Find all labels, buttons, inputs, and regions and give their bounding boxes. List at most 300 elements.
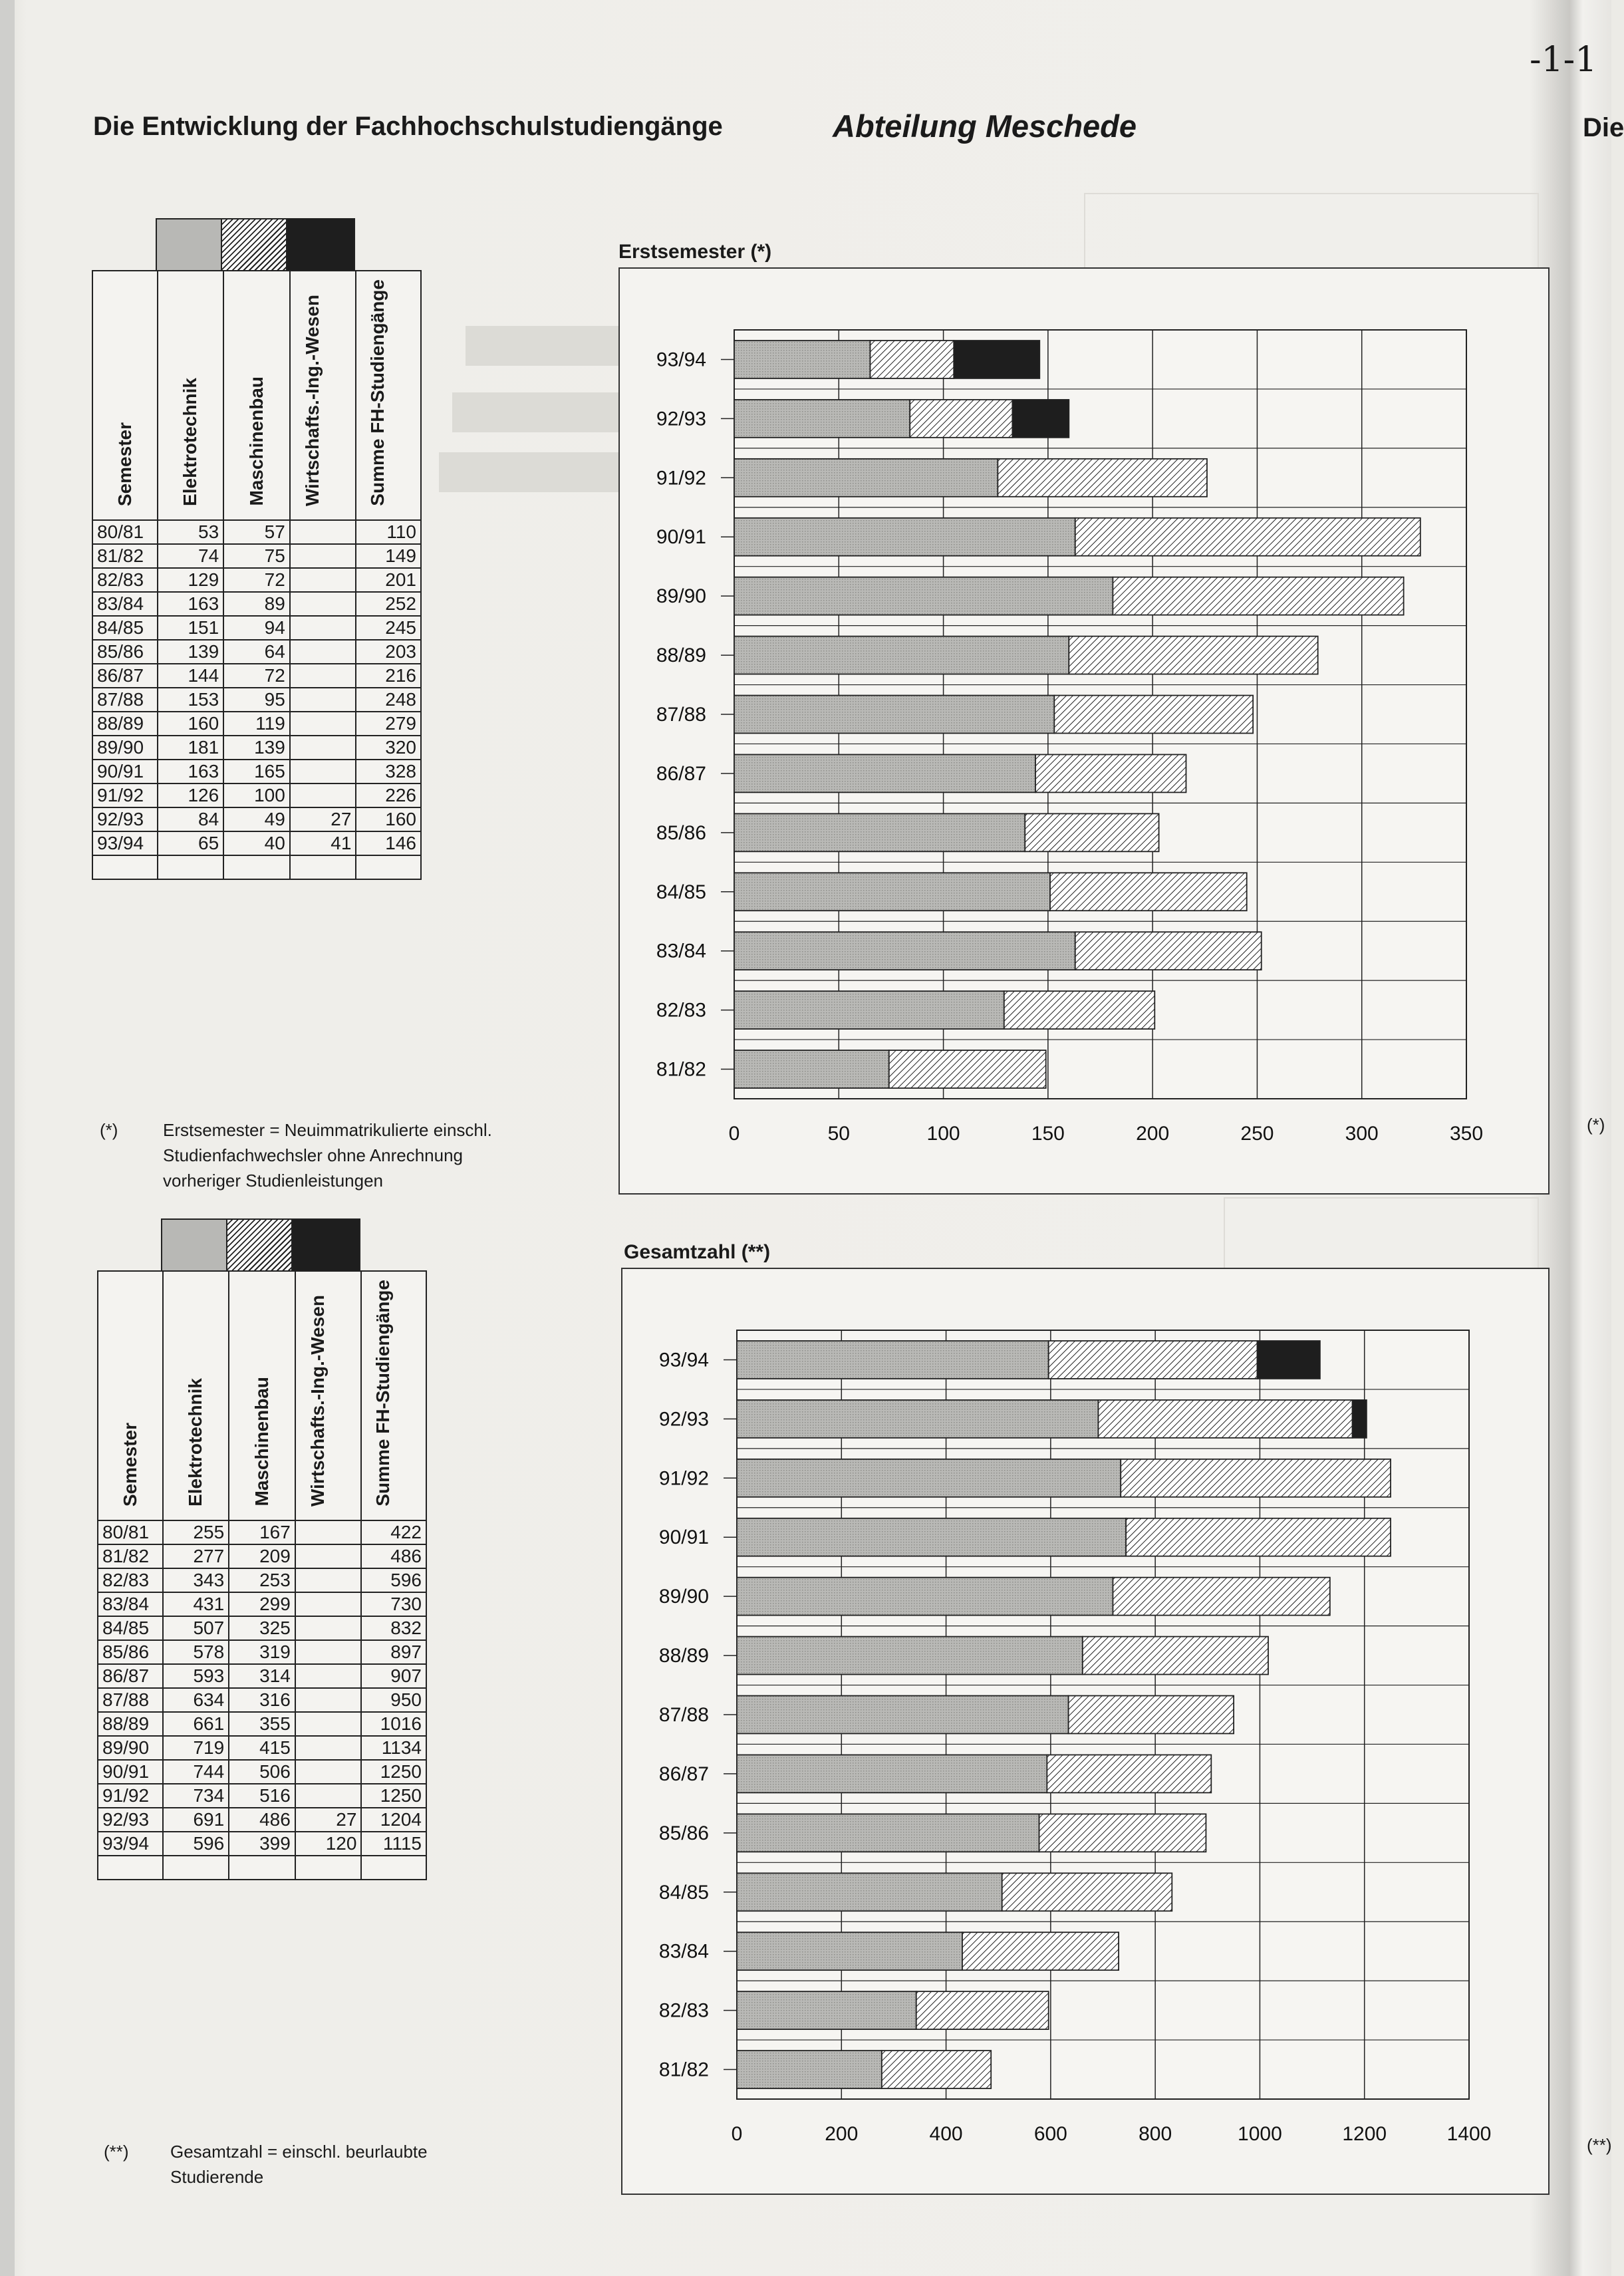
value-cell: 422: [361, 1520, 426, 1544]
table-row: [92, 640, 421, 664]
header-maschinenbau: Maschinenbau: [251, 1377, 272, 1506]
x-tick-label: 400: [929, 2123, 963, 2145]
value-cell: [295, 1664, 362, 1688]
y-category-label: 83/84: [656, 940, 706, 962]
bar-elektrotechnik: [737, 1637, 1083, 1675]
value-cell: [295, 1640, 362, 1664]
value-cell: 41: [290, 831, 356, 855]
semester-cell: 92/93: [98, 1808, 163, 1832]
semester-cell: 90/91: [92, 760, 158, 783]
y-category-label: 93/94: [656, 349, 706, 371]
y-category-label: 88/89: [656, 644, 706, 667]
x-tick-label: 100: [926, 1123, 960, 1145]
table-row: [98, 1784, 426, 1808]
table-row: [92, 712, 421, 736]
semester-cell: 89/90: [98, 1736, 163, 1760]
bar-elektrotechnik: [737, 1578, 1113, 1616]
semester-cell: 81/82: [92, 544, 158, 568]
value-cell: [295, 1736, 362, 1760]
value-cell: 129: [158, 568, 224, 592]
x-tick-label: 800: [1139, 2123, 1172, 2145]
bar-elektrotechnik: [734, 991, 1004, 1029]
value-cell: 245: [356, 616, 421, 640]
semester-cell: 88/89: [92, 712, 158, 736]
legend-swatch-maschinenbau: [221, 218, 287, 271]
footnote-line: Studienfachwechsler ohne Anrechnung: [163, 1145, 463, 1165]
y-category-label: 90/91: [656, 526, 706, 549]
value-cell: 907: [361, 1664, 426, 1688]
y-category-label: 85/86: [656, 821, 706, 844]
value-cell: 119: [223, 712, 290, 736]
x-tick-label: 200: [1136, 1123, 1170, 1145]
value-cell: [290, 544, 356, 568]
value-cell: 110: [356, 520, 421, 544]
chart-title-gesamtzahl: Gesamtzahl (**): [624, 1241, 771, 1263]
bar-maschinenbau: [1126, 1518, 1391, 1556]
value-cell: 277: [163, 1544, 229, 1568]
value-cell: 65: [158, 831, 224, 855]
value-cell: [290, 664, 356, 688]
bar-maschinenbau: [1121, 1459, 1391, 1497]
y-category-label: 92/93: [658, 1408, 709, 1431]
value-cell: 163: [158, 592, 224, 616]
value-cell: [290, 760, 356, 783]
value-cell: 120: [295, 1832, 362, 1856]
value-cell: 252: [356, 592, 421, 616]
bar-elektrotechnik: [737, 1341, 1049, 1379]
table-row: [98, 1640, 426, 1664]
value-cell: 1204: [361, 1808, 426, 1832]
y-category-label: 90/91: [658, 1526, 709, 1549]
y-category-label: 84/85: [656, 881, 706, 903]
table-row: [98, 1616, 426, 1640]
value-cell: [290, 520, 356, 544]
x-tick-label: 1000: [1238, 2123, 1282, 2145]
bar-maschinenbau: [1004, 991, 1154, 1029]
gesamtzahl-table-body: [98, 1520, 426, 1856]
header-elektrotechnik: Elektrotechnik: [185, 1377, 206, 1506]
bar-wirtschaft: [1353, 1400, 1367, 1438]
semester-cell: 84/85: [92, 616, 158, 640]
bar-maschinenbau: [1069, 1696, 1234, 1734]
table-row: [98, 1760, 426, 1784]
bar-maschinenbau: [998, 459, 1207, 497]
value-cell: 1250: [361, 1760, 426, 1784]
value-cell: 139: [158, 640, 224, 664]
value-cell: 507: [163, 1616, 229, 1640]
table-row: [92, 664, 421, 688]
semester-cell: 80/81: [92, 520, 158, 544]
value-cell: 1115: [361, 1832, 426, 1856]
value-cell: 399: [229, 1832, 295, 1856]
value-cell: 203: [356, 640, 421, 664]
value-cell: [295, 1688, 362, 1712]
bar-elektrotechnik: [734, 696, 1054, 734]
footnote-mark: (*): [100, 1120, 118, 1140]
bar-elektrotechnik: [737, 1814, 1039, 1852]
value-cell: 89: [223, 592, 290, 616]
value-cell: [295, 1760, 362, 1784]
semester-cell: 84/85: [98, 1616, 163, 1640]
semester-cell: 89/90: [92, 736, 158, 760]
bar-wirtschaft: [1257, 1341, 1319, 1379]
value-cell: 100: [223, 783, 290, 807]
value-cell: 94: [223, 616, 290, 640]
bar-elektrotechnik: [737, 1755, 1047, 1792]
bar-elektrotechnik: [737, 1696, 1069, 1734]
value-cell: 57: [223, 520, 290, 544]
value-cell: [290, 568, 356, 592]
value-cell: 506: [229, 1760, 295, 1784]
x-tick-label: 150: [1031, 1123, 1065, 1145]
x-tick-label: 600: [1033, 2123, 1067, 2145]
value-cell: [295, 1616, 362, 1640]
value-cell: [295, 1520, 362, 1544]
legend-swatch-elektrotechnik: [161, 1218, 227, 1272]
value-cell: 53: [158, 520, 224, 544]
table-row: [98, 1688, 426, 1712]
bleed-through-ghost: [439, 452, 618, 492]
header-wirtschafts-ing: Wirtschafts.-Ing.-Wesen: [307, 1294, 328, 1506]
x-tick-label: 1400: [1446, 2123, 1492, 2145]
value-cell: 1134: [361, 1736, 426, 1760]
right-edge-footnote-mark: (**): [1587, 2135, 1612, 2155]
y-category-label: 89/90: [658, 1586, 709, 1608]
y-category-label: 85/86: [658, 1822, 709, 1844]
header-summe: Summe FH-Studiengänge: [372, 1280, 394, 1506]
value-cell: 486: [361, 1544, 426, 1568]
value-cell: [295, 1712, 362, 1736]
value-cell: 314: [229, 1664, 295, 1688]
value-cell: [290, 736, 356, 760]
semester-cell: 85/86: [98, 1640, 163, 1664]
value-cell: 209: [229, 1544, 295, 1568]
value-cell: 160: [158, 712, 224, 736]
header-summe: Summe FH-Studiengänge: [367, 279, 388, 506]
value-cell: 181: [158, 736, 224, 760]
bar-elektrotechnik: [734, 577, 1113, 615]
y-category-label: 92/93: [656, 408, 706, 430]
bar-maschinenbau: [1047, 1755, 1211, 1792]
table-row: [98, 1568, 426, 1592]
legend-swatch-maschinenbau: [226, 1218, 293, 1272]
value-cell: [295, 1592, 362, 1616]
bar-elektrotechnik: [734, 637, 1069, 674]
semester-cell: 92/93: [92, 807, 158, 831]
value-cell: [290, 640, 356, 664]
x-tick-label: 0: [731, 2123, 743, 2145]
value-cell: 95: [223, 688, 290, 712]
value-cell: 167: [229, 1520, 295, 1544]
y-category-label: 91/92: [656, 467, 706, 490]
value-cell: [290, 616, 356, 640]
semester-cell: 83/84: [92, 592, 158, 616]
bar-elektrotechnik: [734, 400, 910, 438]
y-category-label: 87/88: [658, 1704, 709, 1726]
bar-elektrotechnik: [737, 1459, 1121, 1497]
value-cell: [290, 688, 356, 712]
value-cell: 253: [229, 1568, 295, 1592]
bar-elektrotechnik: [734, 341, 870, 378]
y-category-label: 88/89: [658, 1645, 709, 1667]
value-cell: [295, 1568, 362, 1592]
x-tick-label: 250: [1240, 1123, 1274, 1145]
value-cell: 719: [163, 1736, 229, 1760]
y-category-label: 87/88: [656, 704, 706, 726]
value-cell: 355: [229, 1712, 295, 1736]
y-category-label: 82/83: [658, 1999, 709, 2022]
value-cell: 897: [361, 1640, 426, 1664]
value-cell: 75: [223, 544, 290, 568]
bar-elektrotechnik: [734, 932, 1075, 970]
table-row: [98, 1712, 426, 1736]
bar-maschinenbau: [870, 341, 954, 378]
bar-elektrotechnik: [734, 754, 1035, 792]
semester-cell: 93/94: [92, 831, 158, 855]
semester-cell: 91/92: [98, 1784, 163, 1808]
value-cell: 832: [361, 1616, 426, 1640]
page-title: Die Entwicklung der Fachhochschulstudiengänge: [93, 112, 723, 141]
value-cell: 165: [223, 760, 290, 783]
value-cell: 325: [229, 1616, 295, 1640]
bar-maschinenbau: [1069, 637, 1317, 674]
x-tick-label: 200: [825, 2123, 859, 2145]
value-cell: 1250: [361, 1784, 426, 1808]
table-row: [98, 1736, 426, 1760]
semester-cell: 82/83: [98, 1568, 163, 1592]
erstsemester-table: [92, 270, 422, 880]
semester-cell: 91/92: [92, 783, 158, 807]
bar-elektrotechnik: [734, 813, 1025, 851]
handwritten-page-mark: -1-1: [1530, 40, 1597, 80]
gesamtzahl-chart: [621, 1268, 1550, 2194]
footnote-gesamtzahl: [104, 2139, 569, 2190]
bar-elektrotechnik: [737, 1873, 1002, 1911]
bar-maschinenbau: [916, 1991, 1049, 2029]
value-cell: 299: [229, 1592, 295, 1616]
value-cell: 516: [229, 1784, 295, 1808]
table-empty-row: [98, 1856, 426, 1880]
bar-elektrotechnik: [734, 459, 998, 497]
value-cell: 64: [223, 640, 290, 664]
bar-maschinenbau: [1083, 1637, 1268, 1675]
table-row: [92, 544, 421, 568]
bar-maschinenbau: [1054, 696, 1253, 734]
bar-elektrotechnik: [737, 2051, 882, 2088]
bar-maschinenbau: [1050, 873, 1247, 911]
table-row: [98, 1520, 426, 1544]
footnote-erstsemester: [100, 1117, 565, 1193]
value-cell: 126: [158, 783, 224, 807]
semester-cell: 82/83: [92, 568, 158, 592]
y-category-label: 84/85: [658, 1881, 709, 1904]
bar-maschinenbau: [889, 1050, 1046, 1088]
value-cell: 593: [163, 1664, 229, 1688]
value-cell: 255: [163, 1520, 229, 1544]
y-category-label: 83/84: [658, 1940, 709, 1963]
semester-cell: 87/88: [92, 688, 158, 712]
y-category-label: 82/83: [656, 999, 706, 1022]
value-cell: 146: [356, 831, 421, 855]
semester-cell: 80/81: [98, 1520, 163, 1544]
bar-maschinenbau: [1098, 1400, 1352, 1438]
value-cell: 84: [158, 807, 224, 831]
y-category-label: 81/82: [658, 2059, 709, 2081]
value-cell: 216: [356, 664, 421, 688]
value-cell: 27: [290, 807, 356, 831]
bar-elektrotechnik: [737, 1518, 1126, 1556]
value-cell: 72: [223, 664, 290, 688]
value-cell: 431: [163, 1592, 229, 1616]
value-cell: 160: [356, 807, 421, 831]
gesamtzahl-table: [97, 1270, 427, 1880]
value-cell: 328: [356, 760, 421, 783]
bar-elektrotechnik: [737, 1400, 1098, 1438]
value-cell: [290, 712, 356, 736]
x-tick-label: 300: [1345, 1123, 1379, 1145]
semester-cell: 87/88: [98, 1688, 163, 1712]
x-tick-label: 1200: [1342, 2123, 1387, 2145]
value-cell: 730: [361, 1592, 426, 1616]
value-cell: 734: [163, 1784, 229, 1808]
value-cell: 74: [158, 544, 224, 568]
semester-cell: 86/87: [98, 1664, 163, 1688]
value-cell: 226: [356, 783, 421, 807]
bar-maschinenbau: [1113, 577, 1403, 615]
semester-cell: 93/94: [98, 1832, 163, 1856]
page-left-edge: [0, 0, 15, 2276]
bar-elektrotechnik: [737, 1991, 916, 2029]
value-cell: 486: [229, 1808, 295, 1832]
value-cell: 596: [361, 1568, 426, 1592]
footnote-line: Gesamtzahl = einschl. beurlaubte: [170, 2142, 428, 2162]
right-edge-footnote-mark: (*): [1587, 1115, 1605, 1135]
bar-maschinenbau: [1075, 518, 1421, 556]
y-category-label: 86/87: [656, 762, 706, 785]
bar-maschinenbau: [1113, 1578, 1329, 1616]
value-cell: [295, 1784, 362, 1808]
y-category-label: 91/92: [658, 1467, 709, 1490]
value-cell: 144: [158, 664, 224, 688]
y-category-label: 86/87: [658, 1763, 709, 1785]
footnote-line: vorheriger Studienleistungen: [163, 1171, 383, 1191]
value-cell: 320: [356, 736, 421, 760]
value-cell: 163: [158, 760, 224, 783]
x-tick-label: 350: [1449, 1123, 1484, 1145]
bar-maschinenbau: [1049, 1341, 1258, 1379]
table-row: [92, 520, 421, 544]
table-row: [92, 783, 421, 807]
table-row: [92, 831, 421, 855]
value-cell: [290, 783, 356, 807]
value-cell: 72: [223, 568, 290, 592]
legend-swatch-wirtschaft: [291, 1218, 360, 1272]
bar-maschinenbau: [1075, 932, 1262, 970]
legend-swatch-wirtschaft: [286, 218, 355, 271]
value-cell: 49: [223, 807, 290, 831]
y-category-label: 89/90: [656, 585, 706, 608]
table-row: [98, 1808, 426, 1832]
header-maschinenbau: Maschinenbau: [245, 376, 267, 506]
x-tick-label: 50: [827, 1123, 850, 1145]
erstsemester-table-body: [92, 520, 421, 855]
footnote-line: Studierende: [170, 2167, 264, 2187]
value-cell: 1016: [361, 1712, 426, 1736]
header-wirtschafts-ing: Wirtschafts.-Ing.-Wesen: [301, 294, 323, 506]
semester-cell: 88/89: [98, 1712, 163, 1736]
table-row: [92, 568, 421, 592]
value-cell: 248: [356, 688, 421, 712]
bar-elektrotechnik: [734, 518, 1075, 556]
value-cell: 578: [163, 1640, 229, 1664]
value-cell: 596: [163, 1832, 229, 1856]
value-cell: 319: [229, 1640, 295, 1664]
table-row: [92, 688, 421, 712]
value-cell: 149: [356, 544, 421, 568]
semester-cell: 90/91: [98, 1760, 163, 1784]
value-cell: [295, 1544, 362, 1568]
semester-cell: 85/86: [92, 640, 158, 664]
bar-maschinenbau: [1035, 754, 1186, 792]
table-row: [98, 1592, 426, 1616]
value-cell: 139: [223, 736, 290, 760]
value-cell: [290, 592, 356, 616]
bar-maschinenbau: [882, 2051, 991, 2088]
bar-wirtschaft: [1012, 400, 1069, 438]
value-cell: 201: [356, 568, 421, 592]
table-row: [92, 592, 421, 616]
bar-maschinenbau: [1039, 1814, 1206, 1852]
table-row: [98, 1832, 426, 1856]
bleed-through-ghost: [452, 392, 618, 432]
bar-elektrotechnik: [734, 1050, 889, 1088]
bar-maschinenbau: [962, 1932, 1119, 1970]
semester-cell: 81/82: [98, 1544, 163, 1568]
bar-elektrotechnik: [734, 873, 1050, 911]
value-cell: 950: [361, 1688, 426, 1712]
table-empty-row: [92, 855, 421, 879]
table-row: [92, 760, 421, 783]
header-semester: Semester: [114, 422, 135, 506]
semester-cell: 86/87: [92, 664, 158, 688]
bleed-through-ghost: [466, 326, 618, 366]
table-row: [92, 616, 421, 640]
semester-cell: 83/84: [98, 1592, 163, 1616]
value-cell: 153: [158, 688, 224, 712]
header-elektrotechnik: Elektrotechnik: [180, 377, 201, 506]
table-row: [92, 736, 421, 760]
y-category-label: 81/82: [656, 1058, 706, 1081]
value-cell: 744: [163, 1760, 229, 1784]
bar-wirtschaft: [954, 341, 1039, 378]
chart-title-erstsemester: Erstsemester (*): [618, 241, 772, 263]
value-cell: 343: [163, 1568, 229, 1592]
footnote-line: Erstsemester = Neuimmatrikulierte einschl.: [163, 1120, 492, 1140]
x-tick-label: 0: [728, 1123, 740, 1145]
table-row: [98, 1544, 426, 1568]
bar-maschinenbau: [910, 400, 1012, 438]
bar-maschinenbau: [1002, 1873, 1172, 1911]
y-category-label: 93/94: [658, 1349, 709, 1371]
next-page-title-fragment: Die: [1583, 113, 1624, 142]
legend-swatch-elektrotechnik: [156, 218, 222, 271]
bar-elektrotechnik: [737, 1932, 962, 1970]
table-row: [98, 1664, 426, 1688]
footnote-mark: (**): [104, 2142, 129, 2162]
value-cell: 661: [163, 1712, 229, 1736]
bar-maschinenbau: [1025, 813, 1158, 851]
header-semester: Semester: [119, 1422, 140, 1506]
